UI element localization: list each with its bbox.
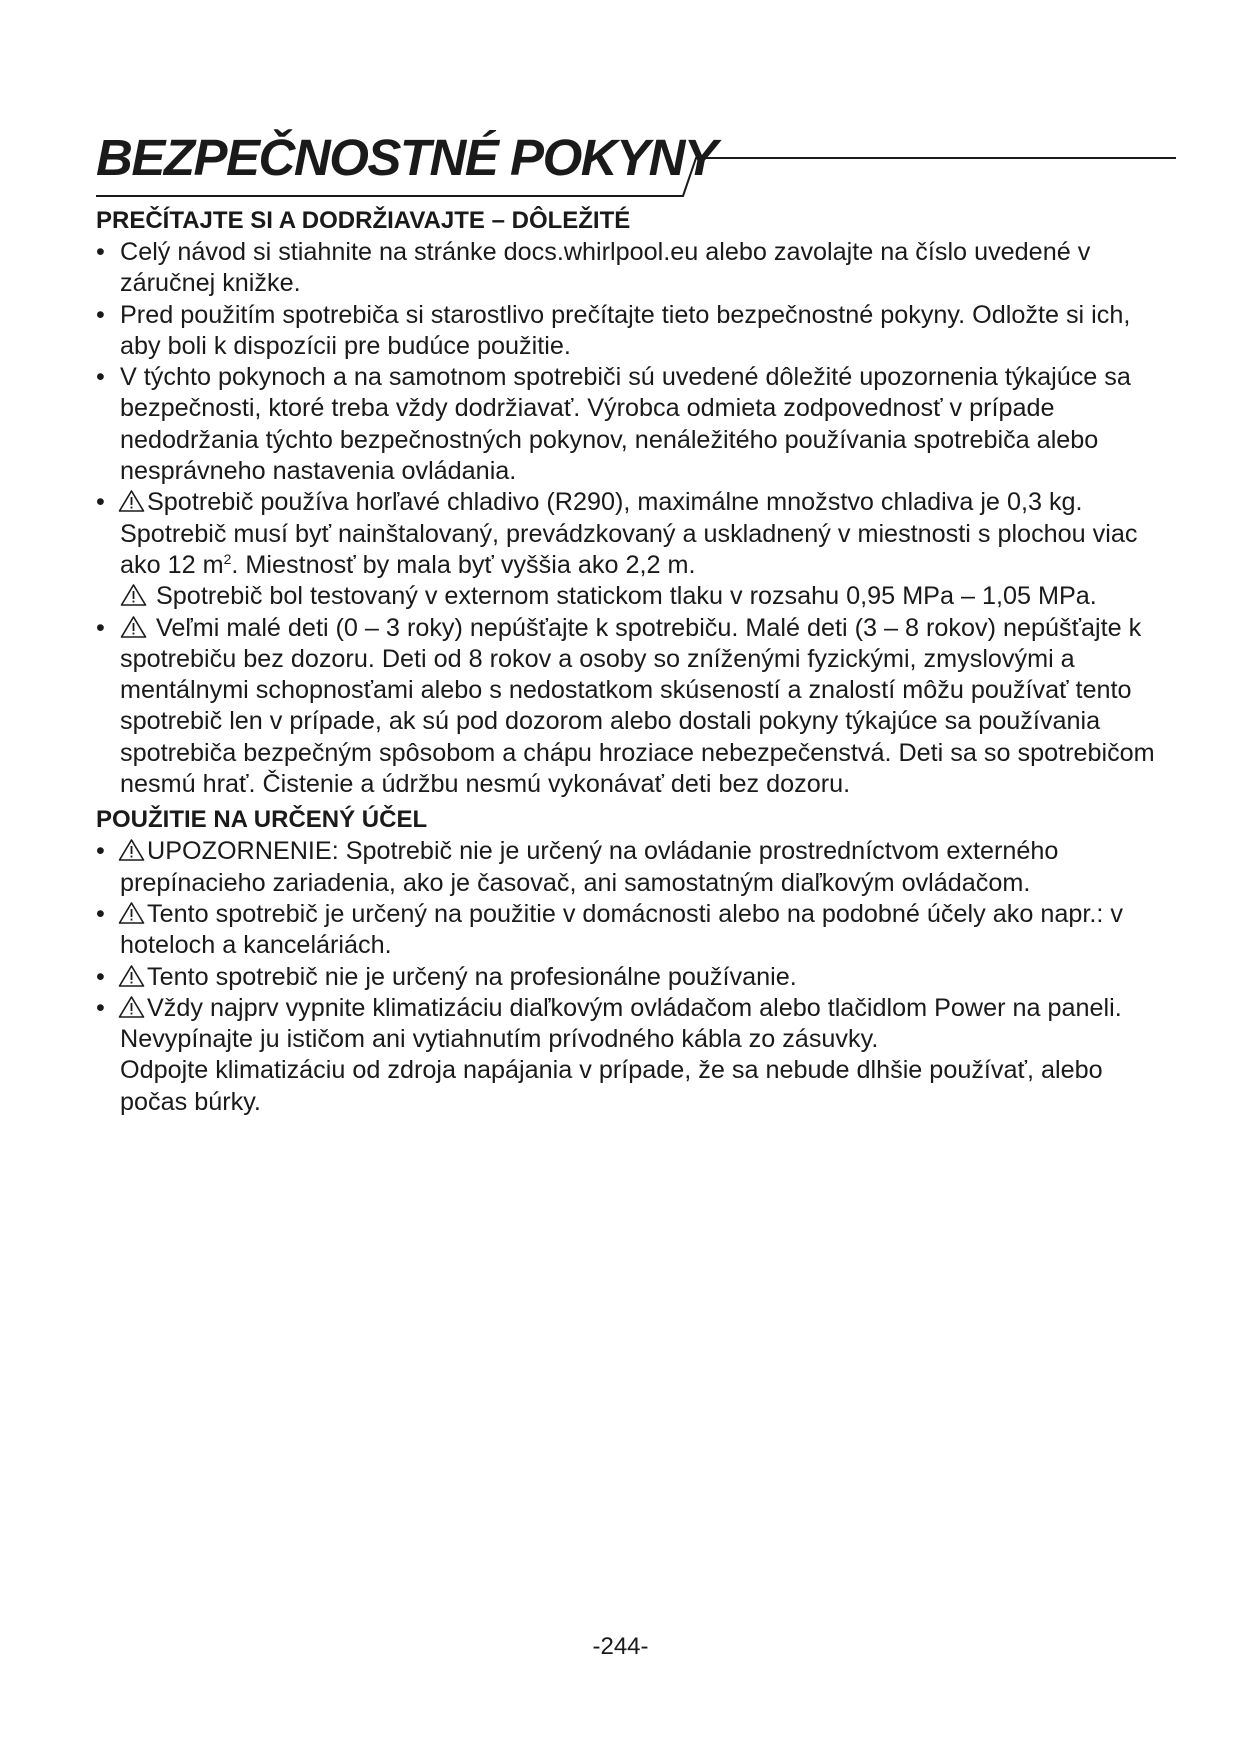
bullet: •: [96, 300, 105, 329]
bullet-list: [96, 237, 1176, 800]
list-item: [96, 487, 1176, 612]
item-text: Celý návod si stiahnite na stránke docs.whirlpool.eu alebo zavolajte na číslo uvedené v záručnej knižke.: [120, 238, 1091, 298]
warning-triangle-icon: [118, 489, 145, 513]
item-text-after: . Miestnosť by mala byť vyššia ako 2,2 m.: [231, 550, 696, 579]
warning-triangle-icon: [120, 615, 147, 639]
list-item: [96, 613, 1176, 801]
bullet: •: [96, 899, 105, 928]
item-text: Spotrebič používa horľavé chladivo (R290), maximálne množstvo chladiva je 0,3 kg. Spotrebič musí byť nainštalovaný, prevádzkovaný a uskladnený v miestnosti s plochou viac ako 12 m: [120, 488, 1138, 579]
item-subline: [120, 581, 1176, 612]
warning-triangle-icon: [118, 995, 145, 1019]
content: [96, 205, 1176, 1118]
bullet: •: [96, 993, 105, 1022]
list-item: [96, 993, 1176, 1118]
page-number: -244-: [592, 1633, 649, 1660]
item-text: Tento spotrebič nie je určený na profesionálne používanie.: [147, 962, 797, 991]
item-text: UPOZORNENIE: Spotrebič nie je určený na ovládanie prostredníctvom externého prepínacieho zariadenia, ako je časovač, ani samostatným diaľkovým ovládačom.: [120, 837, 1059, 897]
bullet: •: [96, 238, 105, 266]
item-subline: Odpojte klimatizáciu od zdroja napájania v prípade, že sa nebude dlhšie používať, alebo počas búrky.: [120, 1056, 1103, 1116]
warning-triangle-icon: [118, 901, 145, 925]
bullet: •: [96, 613, 105, 642]
list-item: [96, 836, 1176, 899]
bullet: •: [96, 962, 105, 991]
warning-triangle-icon: [118, 964, 145, 988]
title-block: [96, 120, 1176, 200]
list-item: [96, 362, 1176, 487]
list-item: [96, 899, 1176, 962]
warning-triangle-icon: [118, 838, 145, 862]
item-text: Veľmi malé deti (0 – 3 roky) nepúšťajte k spotrebiču. Malé deti (3 – 8 rokov) nepúšťajte k spotrebiču bez dozoru. Deti od 8 rokov a osoby so zníženými fyzickými, zmyslovými a mentálnymi schopnosťami alebo s nedostatkom skúseností a znalostí môžu používať tento spotrebič len v prípade, ak sú pod dozorom alebo dostali pokyny týkajúce sa používania spotrebiča bezpečným spôsobom a chápu hroziace nebezpečenstvá. Deti sa so spotrebičom nesmú hrať. Čistenie a údržbu nesmú vykonávať deti bez dozoru.: [120, 613, 1155, 799]
bullet-list: [96, 836, 1176, 1118]
list-item: [96, 300, 1176, 363]
item-text: Vždy najprv vypnite klimatizáciu diaľkovým ovládačom alebo tlačidlom Power na paneli.: [147, 993, 1122, 1022]
section-heading: PREČÍTAJTE SI A DODRŽIAVAJTE – DÔLEŽITÉ: [96, 207, 631, 234]
item-text: V týchto pokynoch a na samotnom spotrebiči sú uvedené dôležité upozornenia týkajúce sa bezpečnosti, ktoré treba vždy dodržiavať. Výrobca odmieta zodpovednosť v prípade nedodržania týchto bezpečnostných pokynov, nenáležitého používania spotrebiča alebo nesprávneho nastavenia ovládania.: [120, 363, 1131, 486]
item-subline: Nevypínajte ju ističom ani vytiahnutím prívodného kábla zo zásuvky.: [120, 1025, 879, 1054]
item-text: Tento spotrebič je určený na použitie v domácnosti alebo na podobné účely ako napr.: v hoteloch a kanceláriách.: [120, 899, 1123, 960]
list-item: [96, 237, 1176, 300]
item-extra-text: Spotrebič bol testovaný v externom statickom tlaku v rozsahu 0,95 MPa – 1,05 MPa.: [156, 582, 1097, 611]
item-text: Pred použitím spotrebiča si starostlivo prečítajte tieto bezpečnostné pokyny. Odložte si ich, aby boli k dispozícii pre budúce použitie.: [120, 300, 1131, 360]
list-item: [96, 962, 1176, 993]
bullet: •: [96, 363, 105, 392]
bullet: •: [96, 488, 105, 517]
warning-triangle-icon: [120, 583, 147, 607]
superscript: 2: [223, 550, 232, 567]
bullet: •: [96, 837, 105, 866]
section-heading: POUŽITIE NA URČENÝ ÚČEL: [96, 806, 428, 834]
page-title: BEZPEČNOSTNÉ POKYNY: [96, 129, 717, 186]
